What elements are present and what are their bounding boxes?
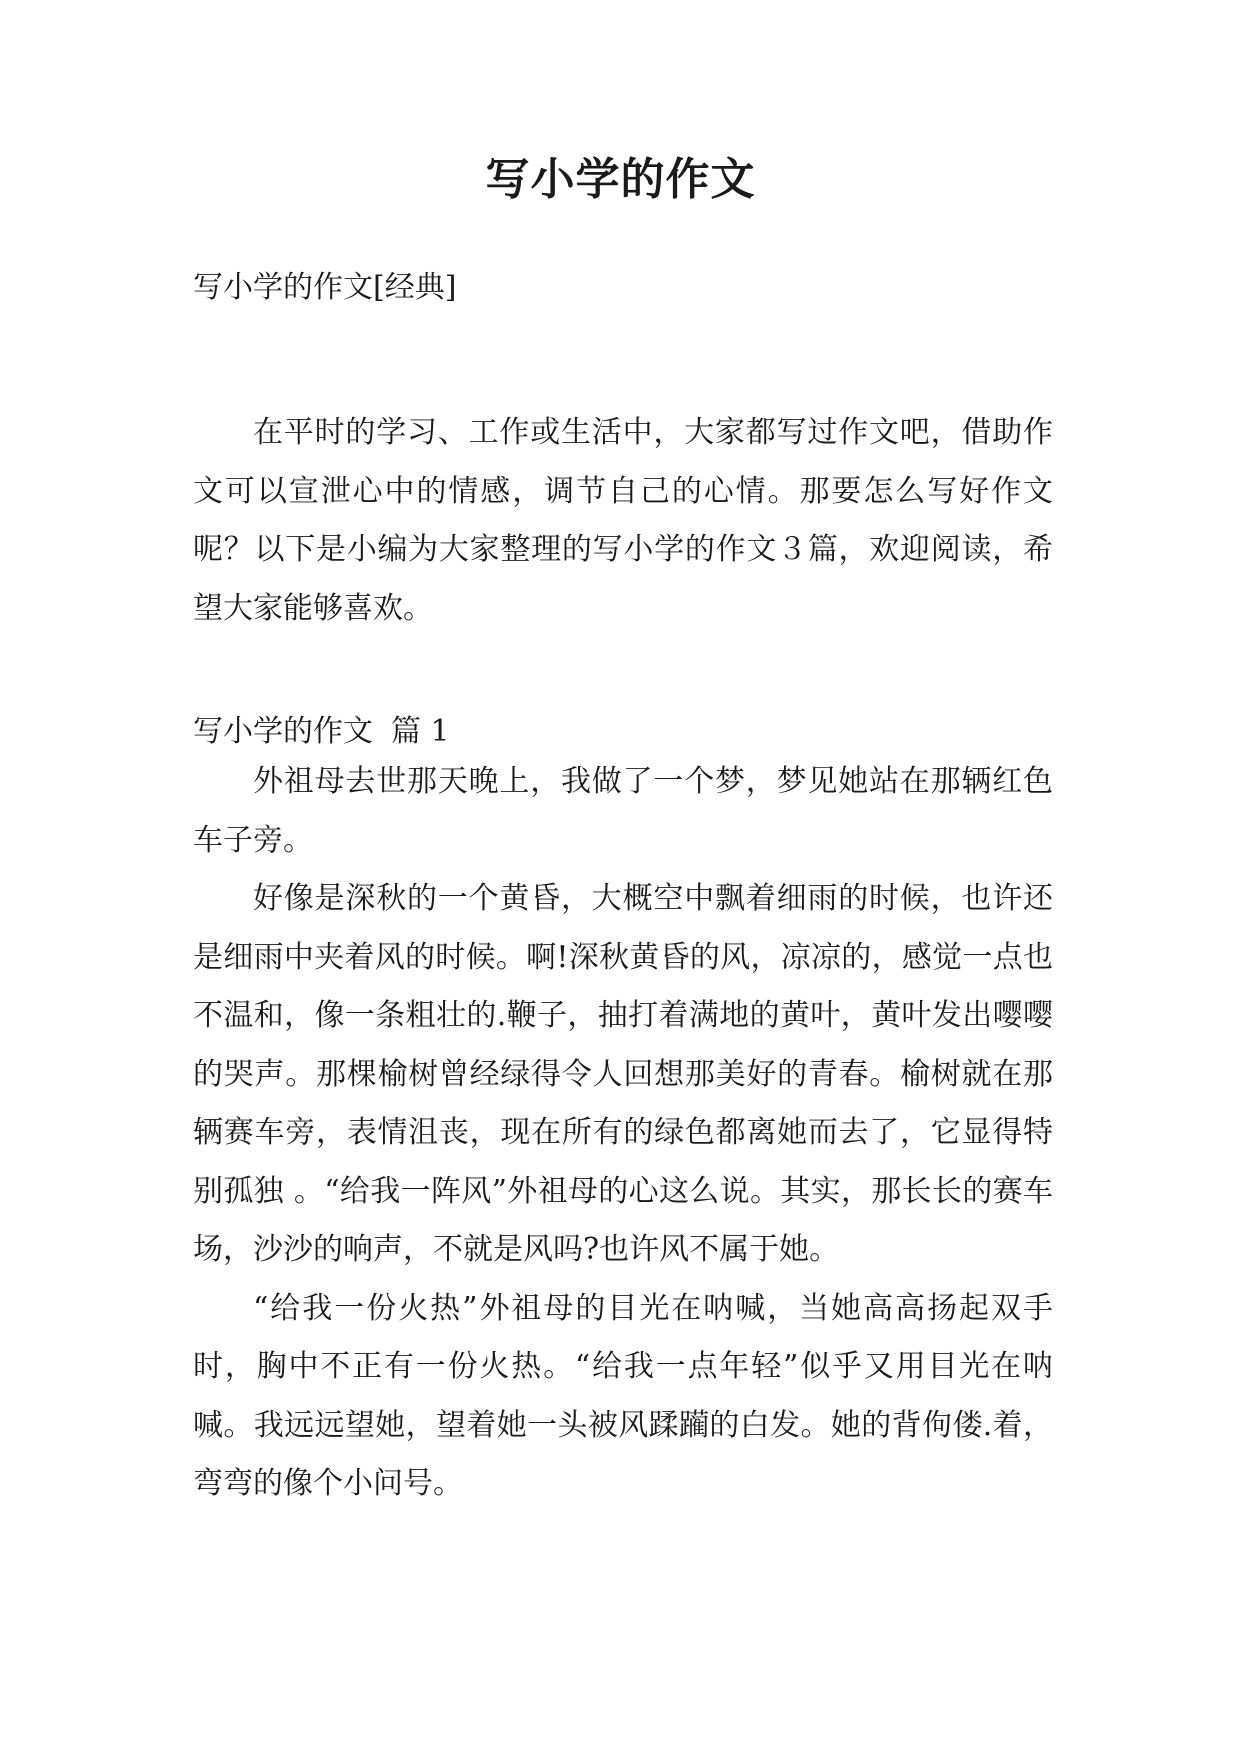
- section-heading-label: 写小学的作文: [193, 714, 373, 749]
- story-paragraph: “给我一份火热”外祖母的目光在呐喊，当她高高扬起双手时，胸中不正有一份火热。“给我一点年轻”似乎又用目光在呐喊。我远远望她，望着她一头被风蹂躏的白发。她的背佝偻.着，弯弯的像个小问号。: [193, 1290, 1053, 1501]
- story-body: [193, 753, 1053, 1514]
- intro-paragraph: 在平时的学习、工作或生活中，大家都写过作文吧，借助作文可以宣泄心中的情感，调节自己的心情。那要怎么写好作文呢？以下是小编为大家整理的写小学的作文３篇，欢迎阅读，希望大家能够喜欢。: [193, 415, 1053, 626]
- intro-paragraph-block: [193, 404, 1053, 638]
- section-heading: [193, 710, 450, 754]
- story-paragraph: 外祖母去世那天晚上，我做了一个梦，梦见她站在那辆红色车子旁。: [193, 764, 1053, 858]
- section-heading-number: 篇 1: [391, 714, 450, 749]
- document-title: 写小学的作文: [485, 154, 756, 205]
- story-paragraph: 好像是深秋的一个黄昏，大概空中飘着细雨的时候，也许还是细雨中夹着风的时候。啊!深秋黄昏的风，凉凉的，感觉一点也不温和，像一条粗壮的.鞭子，抽打着满地的黄叶，黄叶发出嘤嘤的哭声。那棵榆树曾经绿得令人回想那美好的青春。榆树就在那辆赛车旁，表情沮丧，现在所有的绿色都离她而去了，它显得特别孤独 。“给我一阵风”外祖母的心这么说。其实，那长长的赛车场，沙沙的响声，不就是风吗?也许风不属于她。: [193, 881, 1053, 1267]
- document-subtitle: 写小学的作文[经典]: [193, 270, 457, 305]
